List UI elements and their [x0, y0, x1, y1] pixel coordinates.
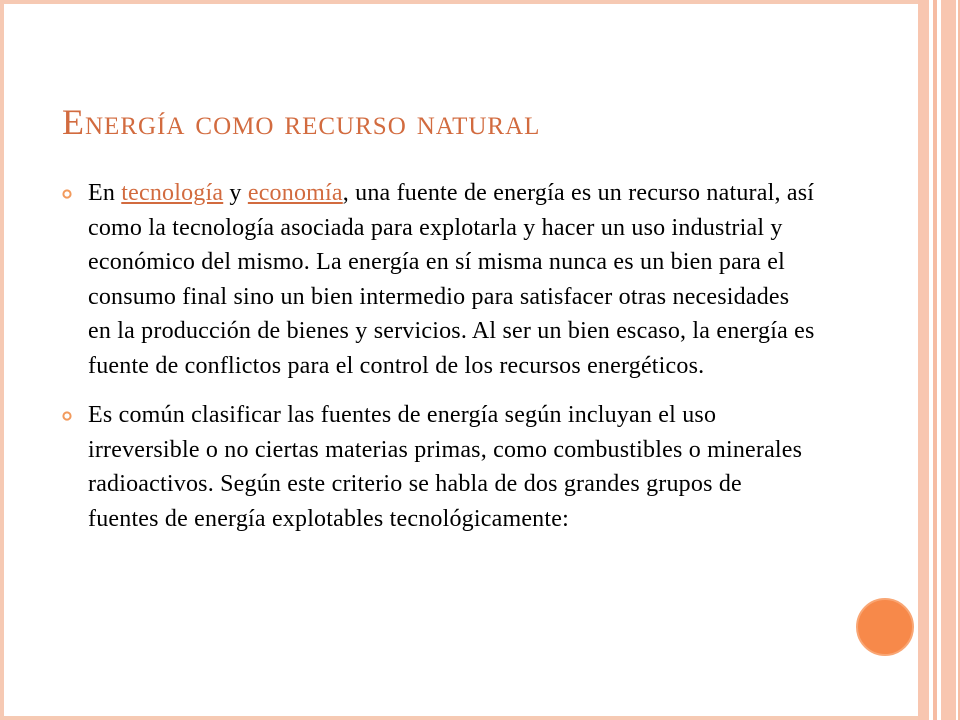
stripe [941, 0, 956, 720]
economia-link[interactable]: economía [247, 180, 343, 206]
stripe [933, 0, 937, 720]
bullet-text: y [223, 180, 248, 206]
bullet-text: , una fuente de energía es un recurso natural, así como la tecnología asociada para explotarla y hacer un uso industrial y económico del mismo. La energía en sí misma nunca es un bien para el consumo final sino un bien intermedio para satisfacer otras necesidades en la producción de bienes y servicios. Al ser un bien escaso, la energía es fuente de conflictos para el control de los recursos energéticos. [88, 180, 815, 379]
bullet-circle-icon [62, 411, 72, 421]
bullet-item [58, 398, 818, 536]
bullet-text: En [88, 180, 122, 206]
tecnologia-link[interactable]: tecnología [121, 180, 224, 206]
orange-circle-icon [856, 598, 914, 656]
bullet-item [58, 176, 818, 383]
slide-title: Energía como recurso natural [62, 102, 541, 142]
bullet-text: Es común clasificar las fuentes de energía según incluyan el uso irreversible o no ciertas materias primas, como combustibles o minerales radioactivos. Según este criterio se habla de dos grandes grupos de fuentes de energía explotables tecnológicamente: [88, 402, 803, 532]
bullet-circle-icon [62, 189, 72, 199]
decorative-stripes [918, 0, 960, 720]
bullet-list [58, 176, 818, 551]
stripe [918, 0, 929, 720]
